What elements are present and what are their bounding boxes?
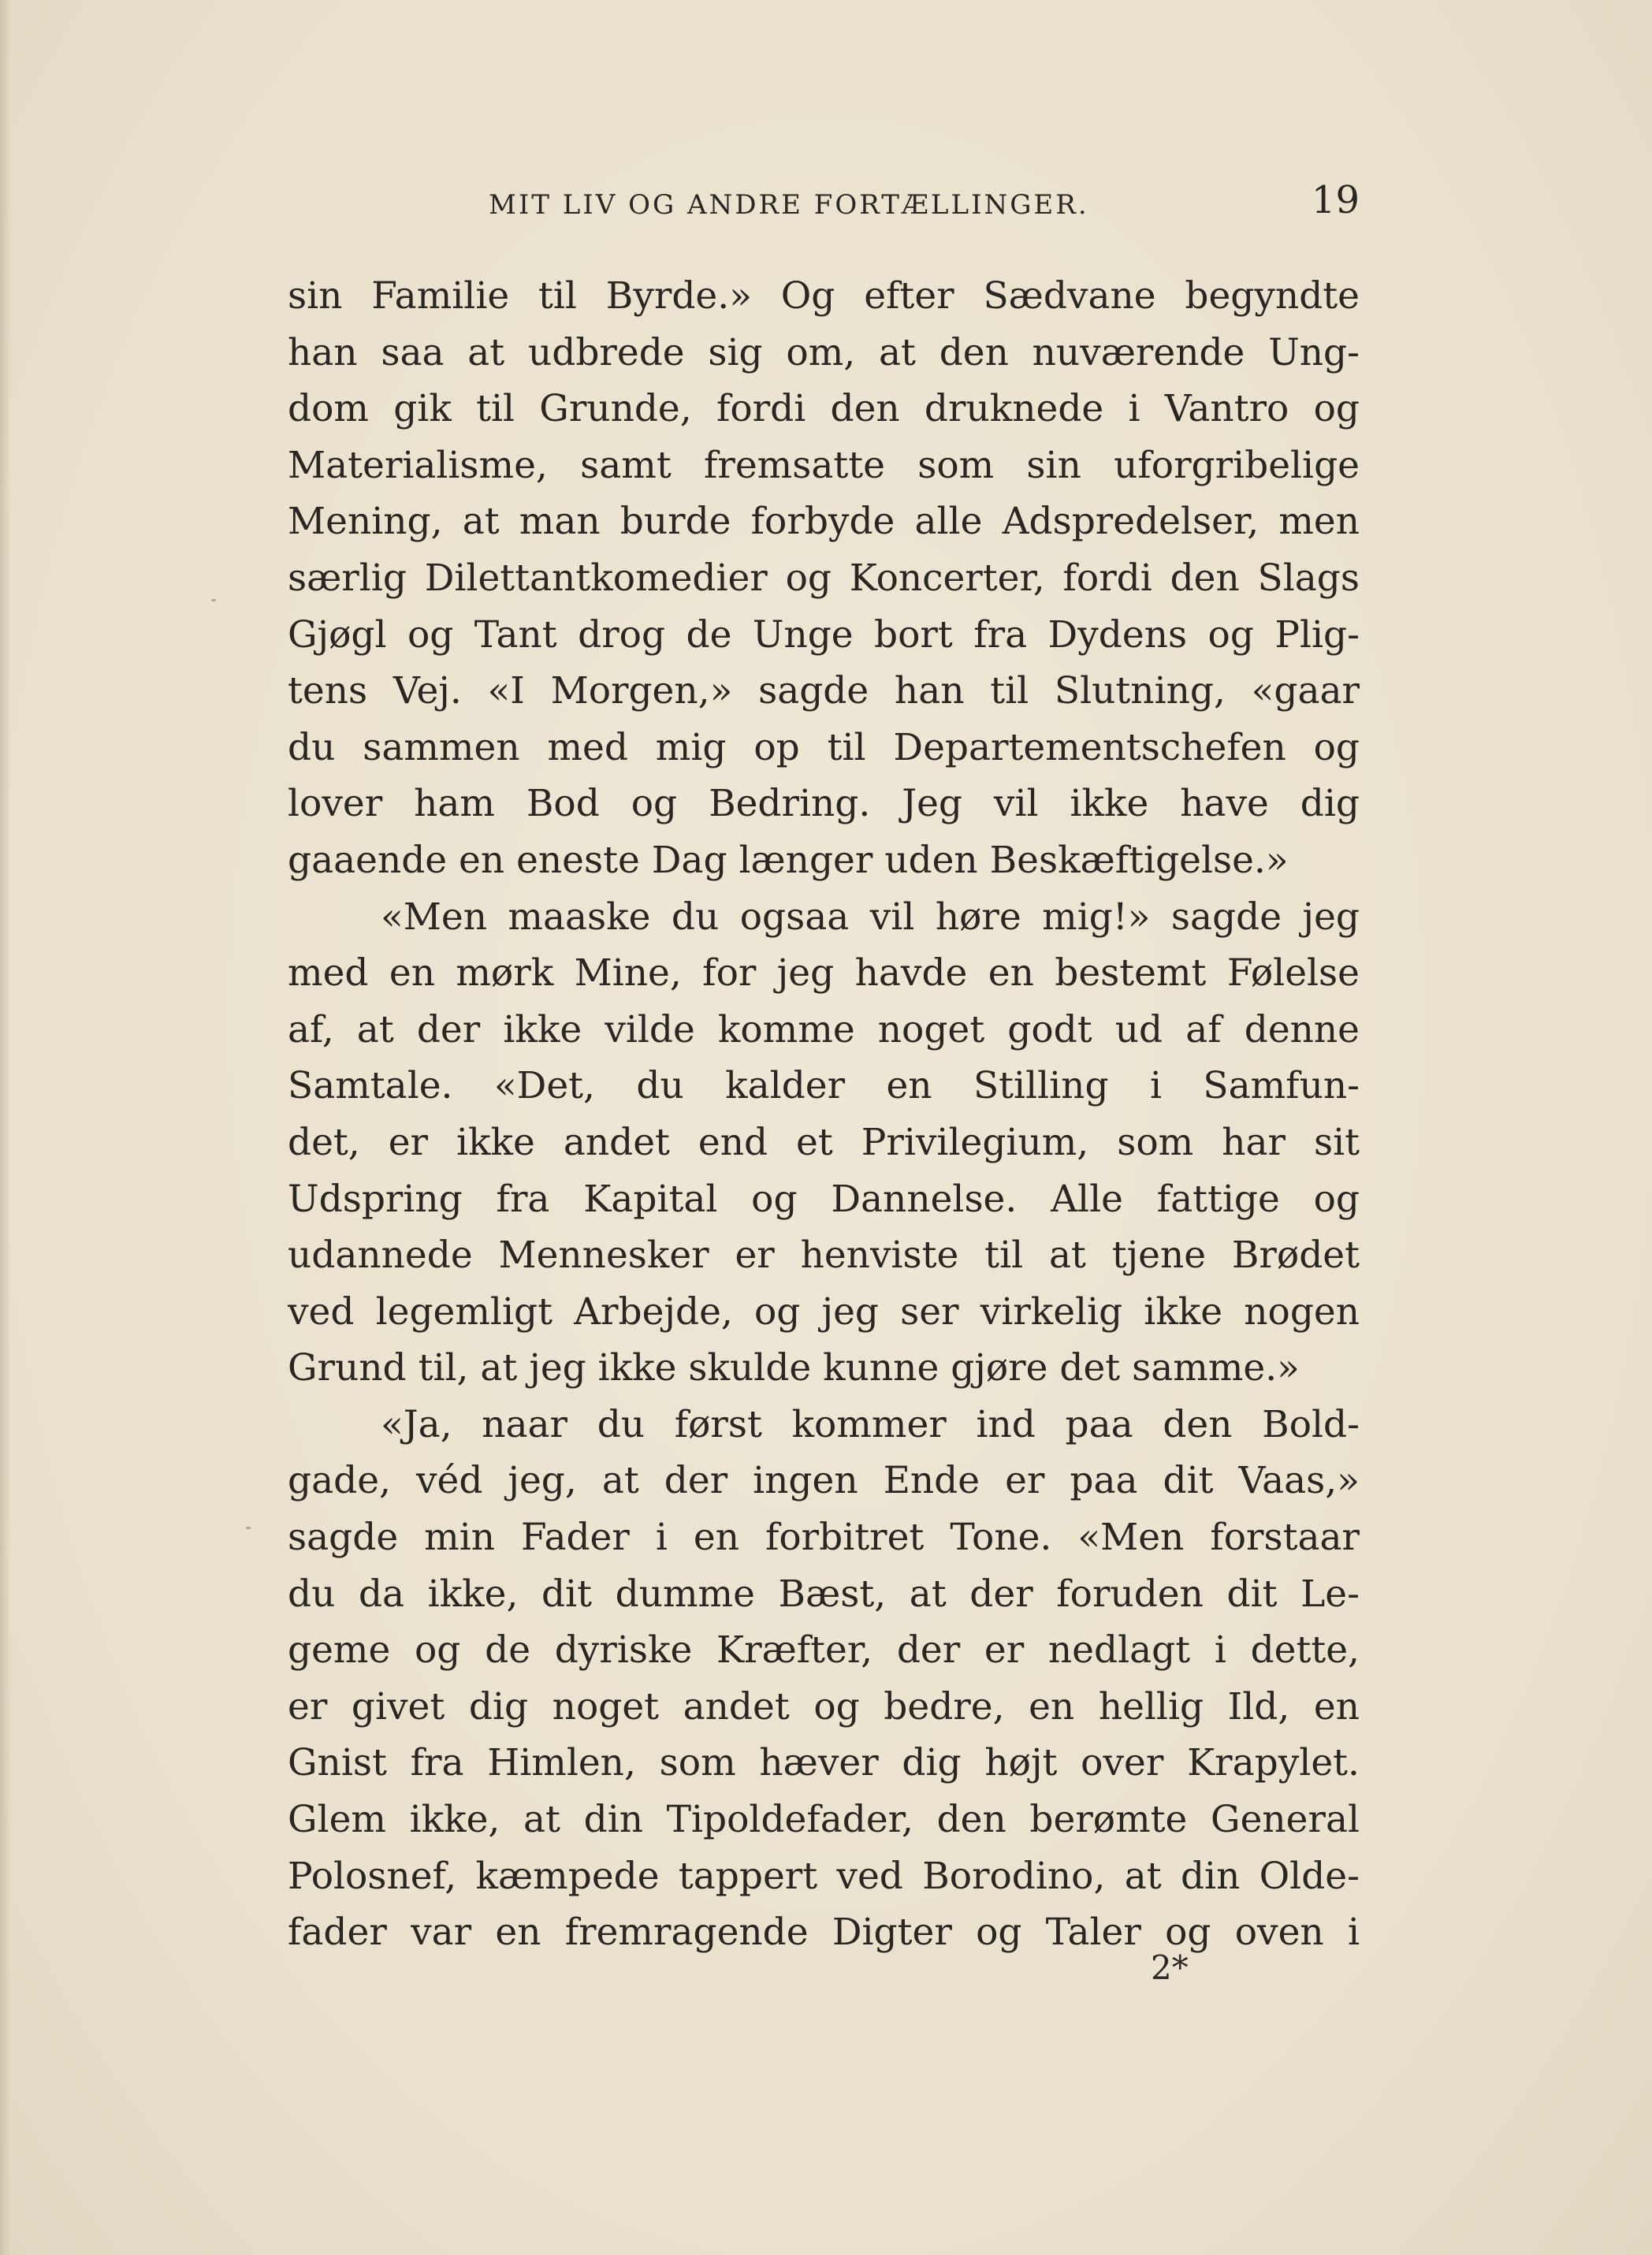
- text-line: sagde min Fader i en forbitret Tone. «Men forstaar: [288, 1516, 1360, 1560]
- page-header: [288, 175, 1360, 230]
- page-gutter-shadow: [0, 0, 11, 2255]
- text-line: af, at der ikke vilde komme noget godt ud af denne: [288, 1007, 1360, 1051]
- text-line: Mening, at man burde forbyde alle Adspredelser, men: [288, 500, 1360, 544]
- text-line: du da ikke, dit dumme Bæst, at der foruden dit Le-: [288, 1572, 1360, 1616]
- text-line: Gnist fra Himlen, som hæver dig højt over Krapylet.: [288, 1741, 1360, 1785]
- text-line: du sammen med mig op til Departementschefen og: [288, 725, 1360, 769]
- text-line: lover ham Bod og Bedring. Jeg vil ikke have dig: [288, 782, 1360, 826]
- text-line: ved legemligt Arbejde, og jeg ser virkelig ikke nogen: [288, 1289, 1360, 1334]
- text-line: gade, véd jeg, at der ingen Ende er paa dit Vaas,»: [288, 1459, 1360, 1503]
- text-line: det, er ikke andet end et Privilegium, som har sit: [288, 1120, 1360, 1164]
- paper-speck: [246, 1527, 251, 1529]
- text-line: udannede Mennesker er henviste til at tjene Brødet: [288, 1234, 1360, 1278]
- text-line: gaaende en eneste Dag længer uden Beskæftigelse.»: [288, 838, 1289, 882]
- text-line: han saa at udbrede sig om, at den nuværende Ung-: [288, 330, 1360, 374]
- running-head: MIT LIV OG ANDRE FORTÆLLINGER.: [489, 189, 1089, 221]
- text-line: Glem ikke, at din Tipoldefader, den berømte General: [288, 1798, 1360, 1842]
- text-line: sin Familie til Byrde.» Og efter Sædvane begyndte: [288, 274, 1360, 318]
- text-line: tens Vej. «I Morgen,» sagde han til Slutning, «gaar: [288, 669, 1360, 713]
- text-line: Polosnef, kæmpede tappert ved Borodino, at din Olde-: [288, 1854, 1360, 1898]
- text-line: fader var en fremragende Digter og Taler og oven i: [288, 1911, 1360, 1955]
- paper-speck: [211, 599, 216, 601]
- text-line: med en mørk Mine, for jeg havde en bestemt Følelse: [288, 951, 1360, 995]
- text-line: «Men maaske du ogsaa vil høre mig!» sagde jeg: [381, 895, 1360, 939]
- text-line: er givet dig noget andet og bedre, en hellig Ild, en: [288, 1684, 1360, 1728]
- text-line: Gjøgl og Tant drog de Unge bort fra Dydens og Plig-: [288, 612, 1360, 657]
- page-number: 19: [1311, 178, 1360, 222]
- text-line: særlig Dilettantkomedier og Koncerter, fordi den Slags: [288, 556, 1360, 600]
- text-line: dom gik til Grunde, fordi den druknede i Vantro og: [288, 387, 1360, 431]
- text-line: Samtale. «Det, du kalder en Stilling i Samfun-: [288, 1064, 1360, 1108]
- signature-mark: 2*: [1151, 1948, 1189, 1987]
- text-line: geme og de dyriske Kræfter, der er nedlagt i dette,: [288, 1628, 1360, 1673]
- body-text: [288, 268, 1360, 1961]
- text-line: Udspring fra Kapital og Dannelse. Alle fattige og: [288, 1177, 1360, 1221]
- text-line: Grund til, at jeg ikke skulde kunne gjøre det samme.»: [288, 1346, 1300, 1390]
- text-line: Materialisme, samt fremsatte som sin uforgribelige: [288, 443, 1360, 487]
- text-line: «Ja, naar du først kommer ind paa den Bold-: [381, 1402, 1360, 1446]
